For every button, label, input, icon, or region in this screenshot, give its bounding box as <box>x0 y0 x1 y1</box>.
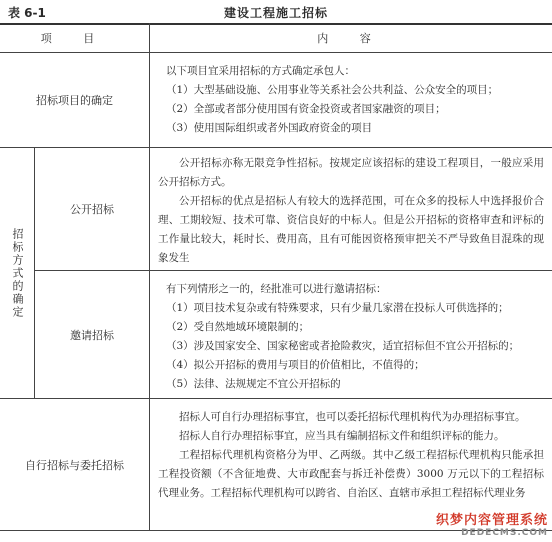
invite-item: （4）拟公开招标的费用与项目的价值相比，不值得的； <box>166 359 425 371</box>
row-label-public: 公开招标 <box>70 203 114 216</box>
invite-intro: 有下列情形之一的，经批准可以进行邀请招标： <box>166 283 387 295</box>
self-paragraph: 工程招标代理机构资格分为甲、乙两级。其中乙级工程招标代理机构只能承担工程投资额（不含征地费、大市政配套与拆迁补偿费）3000 万元以下的工程招标代理业务。工程招标代理机构可以跨省、自治区、直辖市承担工程招标代理业务 <box>158 449 544 499</box>
invite-item: （1）项目技术复杂或有特殊要求，只有少量几家潜在投标人可供选择的； <box>166 302 509 314</box>
row-label-invite: 邀请招标 <box>70 328 114 342</box>
watermark-title: 织梦内容管理系统 <box>435 513 548 528</box>
invite-item: （5）法律、法规规定不宜公开招标的 <box>166 378 341 390</box>
row-label-self: 自行招标与委托招标 <box>25 458 124 472</box>
determination-item: （2）全部或者部分使用国有资金投资或者国家融资的项目； <box>166 103 446 115</box>
row-label-determination: 招标项目的确定 <box>36 94 113 107</box>
self-paragraph: 招标人可自行办理招标事宜，也可以委托招标代理机构代为办理招标事宜。 <box>179 411 526 423</box>
row-content-invite <box>166 280 544 394</box>
self-paragraph: 招标人自行办理招标事宜，应当具有编制招标文件和组织评标的能力。 <box>179 430 505 442</box>
watermark <box>436 509 548 538</box>
invite-item: （3）涉及国家安全、国家秘密或者抢险救灾，适宜招标但不宜公开招标的； <box>166 340 520 352</box>
determination-intro: 以下项目宜采用招标的方式确定承包人： <box>166 65 355 77</box>
determination-item: （1）大型基础设施、公用事业等关系社会公共利益、公众安全的项目； <box>166 84 499 96</box>
method-group-cell <box>0 148 34 398</box>
public-paragraph: 公开招标亦称无限竞争性招标。按规定应该招标的建设工程项目，一般应采用公开招标方式。 <box>158 157 544 188</box>
watermark-domain: DEDECMS.COM <box>461 528 548 538</box>
determination-item: （3）使用国际组织或者外国政府资金的项目 <box>166 122 373 134</box>
row-content-determination <box>166 62 544 138</box>
row-content-self <box>158 408 544 503</box>
invite-item: （2）受自然地域环境限制的； <box>166 321 310 333</box>
column-rule <box>149 23 150 530</box>
public-paragraph: 公开招标的优点是招标人有较大的选择范围，可在众多的投标人中选择报价合理、工期较短、技术可靠、资信良好的中标人。但是公开招标的资格审查和评标的工作量比较大，耗时长、费用高，且有可能因资格预审把关不严导致鱼目混珠的现象发生 <box>158 195 544 264</box>
table-title: 建设工程施工招标 <box>223 6 328 20</box>
row-content-public <box>158 154 544 268</box>
table-number: 表 6-1 <box>8 6 46 20</box>
method-group-label: 招标方式的确定 <box>11 227 24 319</box>
header-item: 项 目 <box>40 32 109 45</box>
header-content: 内 容 <box>317 32 385 45</box>
